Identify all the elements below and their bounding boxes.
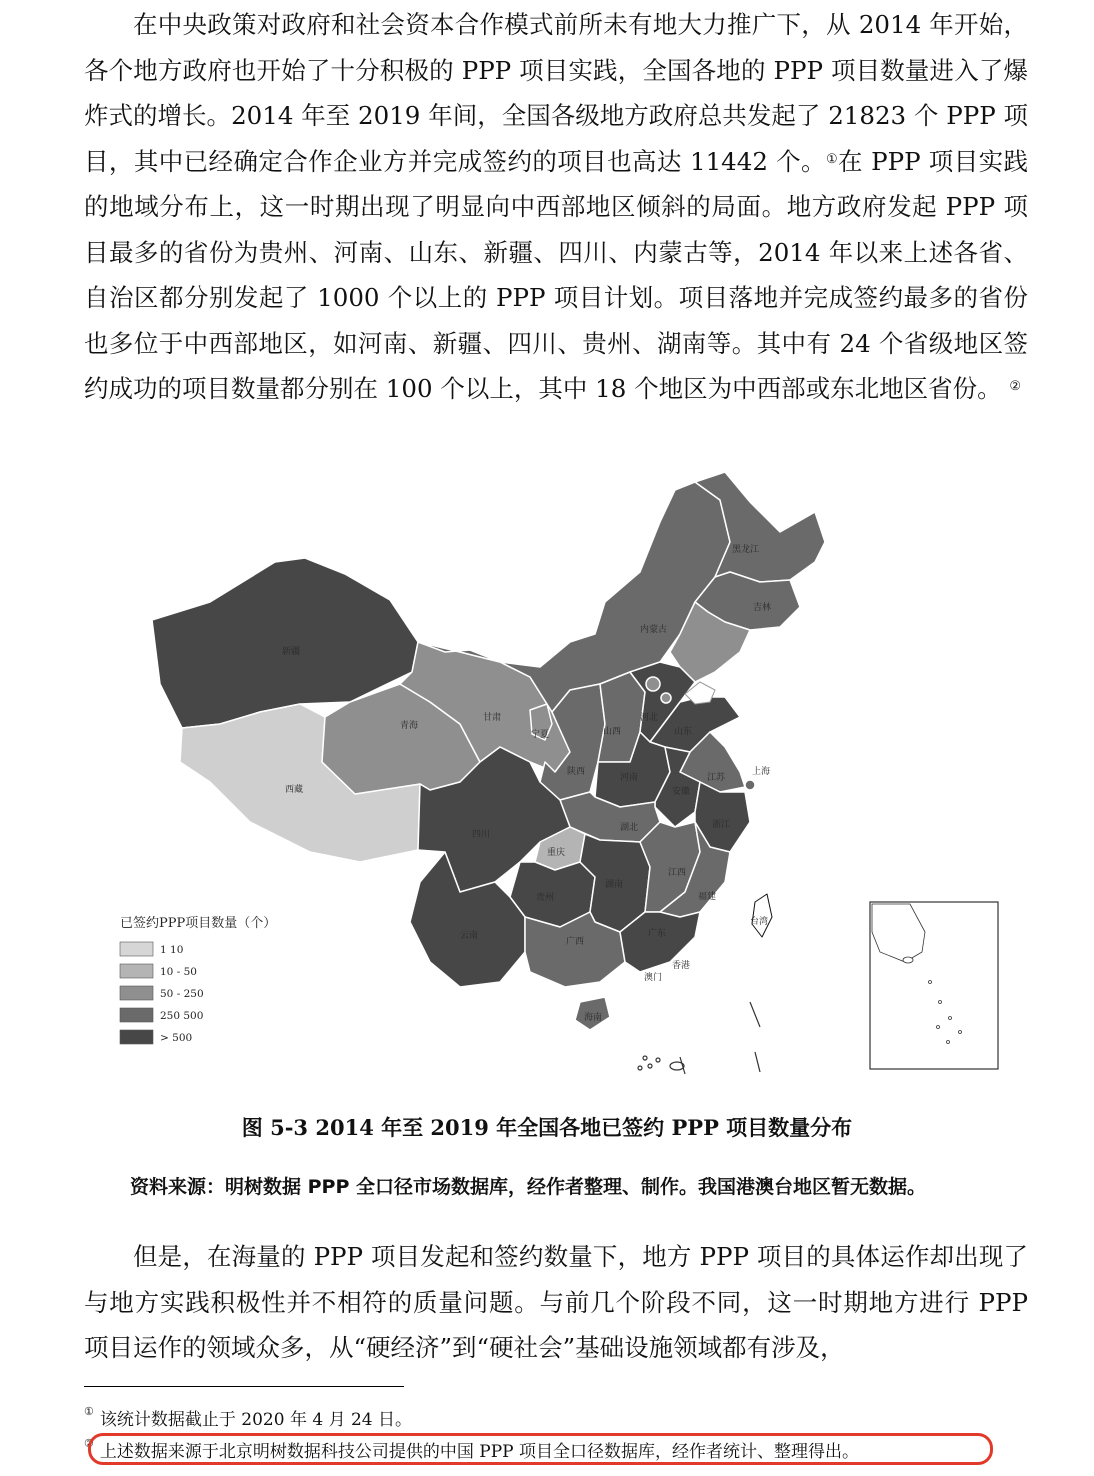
body-paragraph-1 [84,2,1028,412]
footnote-1 [84,1405,412,1430]
paragraph-1-text-b: 在 PPP 项目实践的地域分布上，这一时期出现了明显向中西部地区倾斜的局面。地方政府发起 PPP 项目最多的省份为贵州、河南、山东、新疆、四川、内蒙古等，2014 年以来上述各省、自治区都分别发起了 1000 个以上的 PPP 项目计划。项目落地并完成签约最多的省份也多位于中西部地区，如河南、新疆、四川、贵州、湖南等。其中有 24 个省级地区签约成功的项目数量都分别在 100 个以上，其中 18 个地区为中西部或东北地区省份。 [84,146,1029,403]
label-neimenggu: 内蒙古 [640,625,668,635]
label-shaanxi: 陕西 [567,767,586,777]
label-yunnan: 云南 [460,931,479,941]
label-jilin: 吉林 [753,603,772,613]
label-shandong: 山东 [674,727,693,737]
region-tianjin [661,693,671,703]
label-hubei: 湖北 [620,823,639,833]
label-shanghai: 上海 [752,767,771,777]
label-hebei: 河北 [640,713,659,723]
legend-label: 250 500 [160,1010,204,1022]
figure-caption: 图 5-3 2014 年至 2019 年全国各地已签约 PPP 项目数量分布 [241,1115,853,1140]
china-map-figure [100,462,1020,1094]
legend-label: 1 10 [160,944,184,956]
footnote-ref-2: ② [1009,379,1022,394]
legend-label: 10 - 50 [160,966,197,978]
figure-source: 资料来源：明树数据 PPP 全口径市场数据库，经作者整理、制作。我国港澳台地区暂无数据。 [130,1176,927,1198]
label-fujian: 福建 [698,892,717,902]
legend-label: > 500 [160,1032,193,1044]
label-aomen: 澳门 [644,973,663,983]
region-beijing [646,677,660,691]
label-jiangsu: 江苏 [707,773,726,783]
label-henan: 河南 [620,773,639,783]
label-xizang: 西藏 [285,785,304,795]
label-heilongjiang: 黑龙江 [732,545,760,555]
paragraph-1-text: 在中央政策对政府和社会资本合作模式前所未有地大力推广下，从 2014 年开始，各个地方政府也开始了十分积极的 PPP 项目实践，全国各地的 PPP 项目数量进入了爆炸式的增长。2014 年至 2019 年间，全国各级地方政府总共发起了 21823 个 PPP 项目，其中已经确定合作企业方并完成签约的项目也高达 11442 个。 [84,10,1028,176]
label-hunan: 湖南 [605,880,624,890]
label-chongqing: 重庆 [547,848,566,858]
label-sichuan: 四川 [472,830,491,840]
label-zhejiang: 浙江 [712,820,731,830]
south-sea-islands [638,1002,760,1074]
footnote-2-mark: ② [84,1437,94,1450]
footnote-2-highlight [88,1433,993,1465]
body-paragraph-2: 但是，在海量的 PPP 项目发起和签约数量下，地方 PPP 项目的具体运作却出现了与地方实践积极性并不相符的质量问题。与前几个阶段不同，这一时期地方进行 PPP 项目运作的领域众多，从“硬经济”到“硬社会”基础设施领域都有涉及， [84,1242,1028,1362]
legend-swatch [120,1030,153,1044]
footnote-2-text: 上述数据来源于北京明树数据科技公司提供的中国 PPP 项目全口径数据库，经作者统计、整理得出。 [99,1442,859,1462]
label-xinjiang: 新疆 [282,647,301,657]
label-taiwan: 台湾 [750,917,769,927]
label-shanxi: 山西 [603,727,622,737]
label-qinghai: 青海 [400,721,419,731]
footnote-1-mark: ① [84,1405,94,1418]
label-xianggang: 香港 [672,961,691,971]
label-guangdong: 广东 [648,929,667,939]
legend-label: 50 - 250 [160,988,204,1000]
legend-title: 已签约PPP项目数量（个） [120,916,277,931]
legend-swatch [120,986,153,1000]
footnote-1-text: 该统计数据截止于 2020 年 4 月 24 日。 [99,1410,413,1430]
footnote-ref-1: ① [825,151,839,167]
region-shanghai-dot [745,780,755,790]
china-map [100,462,1020,1094]
label-guizhou: 贵州 [536,893,555,903]
label-ningxia: 宁夏 [531,730,550,740]
legend-swatch [120,1008,153,1022]
label-gansu: 甘肃 [483,713,502,723]
label-anhui: 安徽 [672,787,691,797]
label-jiangxi: 江西 [668,868,687,878]
label-guangxi: 广西 [566,937,585,947]
footnote-rule [84,1386,404,1387]
legend-swatch [120,964,153,978]
legend-swatch [120,942,153,956]
map-legend [120,915,276,1044]
region-taiwan [752,894,772,937]
label-hainan: 海南 [584,1013,603,1023]
